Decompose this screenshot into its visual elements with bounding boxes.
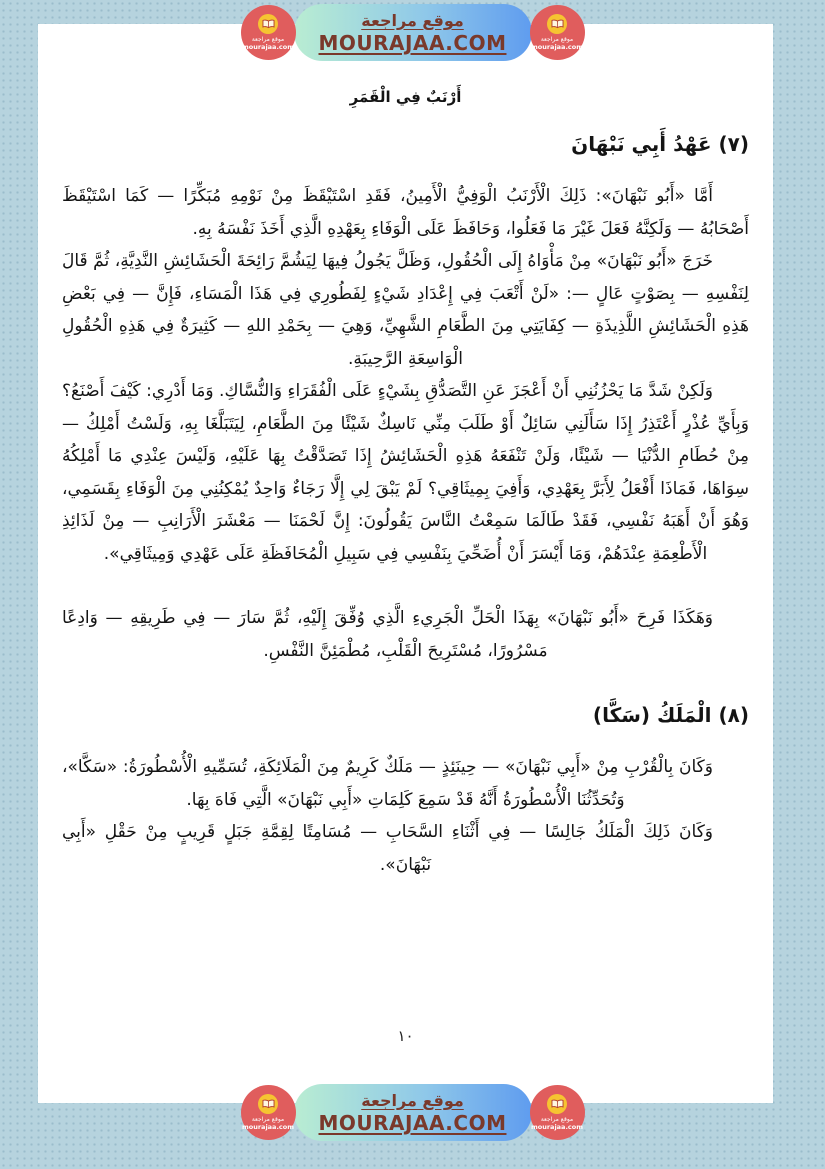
- book-icon: [547, 14, 567, 34]
- paragraph: خَرَجَ «أَبُو نَبْهَانَ» مِنْ مَأْوَاهُ إِلَى الْحُقُولِ، وَظَلَّ يَجُولُ فِيهَا لِيَشُمَّ رَائِحَةَ الْحَشَائِشِ النَّدِيَّةِ، ثُمَّ قَالَ لِنَفْسِهِ — بِصَوْتٍ عَالٍ —: «لَنْ أَتْعَبَ فِي إِعْدَادِ شَيْءٍ لِفَطُورِي فِي هَذَا الْمَسَاءِ، فَإِنَّ — فِي بَعْضِ هَذِهِ الْحَشَائِشِ اللَّذِيذَةِ — كِفَايَتِي مِنَ الطَّعَامِ الشَّهِيِّ، وَهِيَ — بِحَمْدِ اللهِ — كَثِيرَةٌ فِي هَذِهِ الْحُقُولِ الْوَاسِعَةِ الرَّحِيبَةِ.: [62, 251, 749, 369]
- logo-site-name: موقع مراجعة: [540, 36, 574, 43]
- book-title: أَرْنَبٌ فِي الْقَمَرِ: [349, 88, 462, 106]
- paragraph: وَكَانَ بِالْقُرْبِ مِنْ «أَبِي نَبْهَانَ» — حِينَئِذٍ — مَلَكٌ كَرِيمٌ مِنَ الْمَلَائِكَةِ، تُسَمِّيهِ الْأُسْطُورَةُ: «سَكَّا»، وَتُحَدِّثُنَا الْأُسْطُورَةُ أَنَّهُ قَدْ سَمِعَ كَلِمَاتِ «أَبِي نَبْهَانَ» الَّتِي فَاهَ بِهَا.: [62, 757, 713, 810]
- paragraph: وَهَكَذَا فَرِحَ «أَبُو نَبْهَانَ» بِهَذَا الْحَلِّ الْجَرِيءِ الَّذِي وُفِّقَ إِلَيْهِ، ثُمَّ سَارَ — فِي طَرِيقِهِ — وَادِعًا مَسْرُورًا، مُسْتَرِيحَ الْقَلْبِ، مُطْمَئِنَّ النَّفْسِ.: [62, 608, 713, 661]
- paragraph: وَكَانَ ذَلِكَ الْمَلَكُ جَالِسًا — فِي أَثْنَاءِ السَّحَابِ — مُسَامِتًا لِقِمَّةِ جَبَلٍ قَرِيبٍ مِنْ حَقْلِ «أَبِي نَبْهَانَ».: [62, 822, 713, 875]
- logo-site-name: موقع مراجعة: [540, 1116, 574, 1123]
- section-8-heading: (٨) الْمَلَكُ (سَكَّا): [592, 703, 749, 727]
- section-7-heading: (٧) عَهْدُ أَبِي نَبْهَانَ: [571, 132, 749, 156]
- document-page: [38, 24, 773, 1103]
- logo-site-domain: mourajaa.com: [530, 1123, 584, 1131]
- book-icon: [258, 14, 278, 34]
- site-link-banner[interactable]: [294, 1084, 532, 1141]
- logo-site-domain: mourajaa.com: [241, 1123, 295, 1131]
- page-number: ١٠: [397, 1027, 414, 1045]
- book-icon: [258, 1094, 278, 1114]
- logo-site-name: موقع مراجعة: [251, 1116, 285, 1123]
- document-content: [38, 24, 773, 881]
- site-link-banner[interactable]: [294, 4, 532, 61]
- site-header-banner: [241, 4, 585, 61]
- site-footer-banner: [241, 1084, 585, 1141]
- paragraph: وَلَكِنْ شَدَّ مَا يَحْزُنُنِي أَنْ أَعْجَزَ عَنِ التَّصَدُّقِ بِشَيْءٍ عَلَى الْفُقَرَاءِ وَالنُّسَّاكِ. وَمَا أَدْرِي: كَيْفَ أَصْنَعُ؟ وَبِأَيِّ عُذْرٍ أَعْتَذِرُ إِذَا سَأَلَنِي سَائِلٌ أَوْ طَلَبَ مِنِّي نَاسِكٌ شَيْئًا مِنَ الطَّعَامِ، لِيَتَبَلَّغَا بِهِ، وَلَسْتُ أَمْلِكُ — مِنْ حُطَامِ الدُّنْيَا — شَيْئًا، وَلَنْ تَنْفَعَهُ هَذِهِ الْحَشَائِشُ إِذَا تَصَدَّقْتُ بِهَا عَلَيْهِ، وَلَيْسَ عِنْدِي مَا أَمْلِكُهُ سِوَاهَا، فَمَاذَا أَفْعَلُ لِأَبَرَّ بِعَهْدِي، وَأَفِيَ بِمِيثَاقِي؟ لَمْ يَبْقَ لِي إِلَّا رَجَاءٌ وَاحِدٌ يُمْكِنُنِي مِنَ الْوَفَاءِ بِقَسَمِي، وَهُوَ أَنْ أَهَبَهُ نَفْسِي، فَقَدْ طَالَمَا سَمِعْتُ النَّاسَ يَقُولُونَ: إِنَّ لَحْمَنَا — مَعْشَرَ الْأَرَانِبِ — مِنْ لَذَائِذِ الْأَطْعِمَةِ عِنْدَهُمْ، وَمَا أَيْسَرَ أَنْ أُضَحِّيَ بِنَفْسِي فِي سَبِيلِ الْمُحَافَظَةِ عَلَى عَهْدِي وَمِيثَاقِي».: [62, 381, 749, 564]
- logo-site-domain: mourajaa.com: [530, 43, 584, 51]
- logo-site-name: موقع مراجعة: [251, 36, 285, 43]
- site-logo: [241, 5, 296, 60]
- book-icon: [547, 1094, 567, 1114]
- site-domain: MOURAJAA.COM: [318, 1110, 507, 1135]
- site-domain: MOURAJAA.COM: [318, 30, 507, 55]
- site-logo: [530, 1085, 585, 1140]
- site-name-arabic: موقع مراجعة: [361, 10, 464, 30]
- site-logo: [241, 1085, 296, 1140]
- site-logo: [530, 5, 585, 60]
- logo-site-domain: mourajaa.com: [241, 43, 295, 51]
- site-name-arabic: موقع مراجعة: [361, 1090, 464, 1110]
- paragraph: أَمَّا «أَبُو نَبْهَانَ»: ذَلِكَ الْأَرْنَبُ الْوَفِيُّ الْأَمِينُ، فَقَدِ اسْتَيْقَظَ مِنْ نَوْمِهِ مُبَكِّرًا — كَمَا اسْتَيْقَظَ أَصْحَابُهُ — وَلَكِنَّهُ فَعَلَ غَيْرَ مَا فَعَلُوا، وَحَافَظَ عَلَى الْوَفَاءِ بِعَهْدِهِ الَّذِي أَخَذَ نَفْسَهُ بِهِ.: [62, 186, 749, 239]
